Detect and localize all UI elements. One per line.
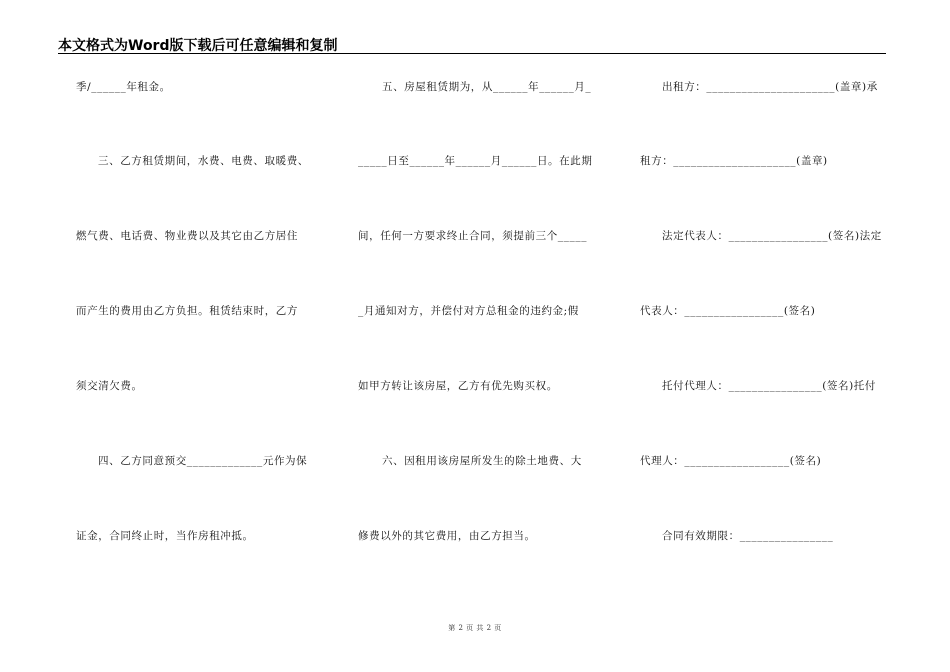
text-line: 间，任何一方要求终止合同，须提前三个_____ <box>358 230 588 242</box>
text-line: 合同有效期限：________________ <box>662 530 834 542</box>
text-line: 证金，合同终止时，当作房租冲抵。 <box>76 530 254 542</box>
text-line: 燃气费、电话费、物业费以及其它由乙方居住 <box>76 230 298 242</box>
text-line: 代理人：__________________(签名) <box>640 455 822 467</box>
text-line: 须交清欠费。 <box>76 380 143 392</box>
text-line: 租方：_____________________(盖章) <box>640 155 828 167</box>
text-line: _月通知对方，并偿付对方总租金的违约金;假 <box>358 305 579 317</box>
text-line: 托付代理人：________________(签名)托付 <box>662 380 876 392</box>
text-line: 代表人：_________________(签名) <box>640 305 816 317</box>
text-line: 出租方：______________________(盖章)承 <box>662 81 878 93</box>
text-line: 如甲方转让该房屋，乙方有优先购买权。 <box>358 380 558 392</box>
text-line: _____日至______年______月______日。在此期 <box>358 155 593 167</box>
text-line: 季/______年租金。 <box>76 81 171 93</box>
document-header-title: 本文格式为Word版下载后可任意编辑和复制 <box>58 38 338 54</box>
text-line: 法定代表人：_________________(签名)法定 <box>662 230 882 242</box>
text-line: 而产生的费用由乙方负担。租赁结束时，乙方 <box>76 305 298 317</box>
text-line: 修费以外的其它费用，由乙方担当。 <box>358 530 536 542</box>
header-rule <box>58 53 886 54</box>
text-line: 六、因租用该房屋所发生的除土地费、大 <box>382 455 582 467</box>
page-number-footer: 第 2 页 共 2 页 <box>448 624 502 632</box>
text-line: 三、乙方租赁期间，水费、电费、取暖费、 <box>98 155 309 167</box>
text-line: 四、乙方同意预交_____________元作为保 <box>98 455 308 467</box>
text-line: 五、房屋租赁期为，从______年______月_ <box>382 81 592 93</box>
